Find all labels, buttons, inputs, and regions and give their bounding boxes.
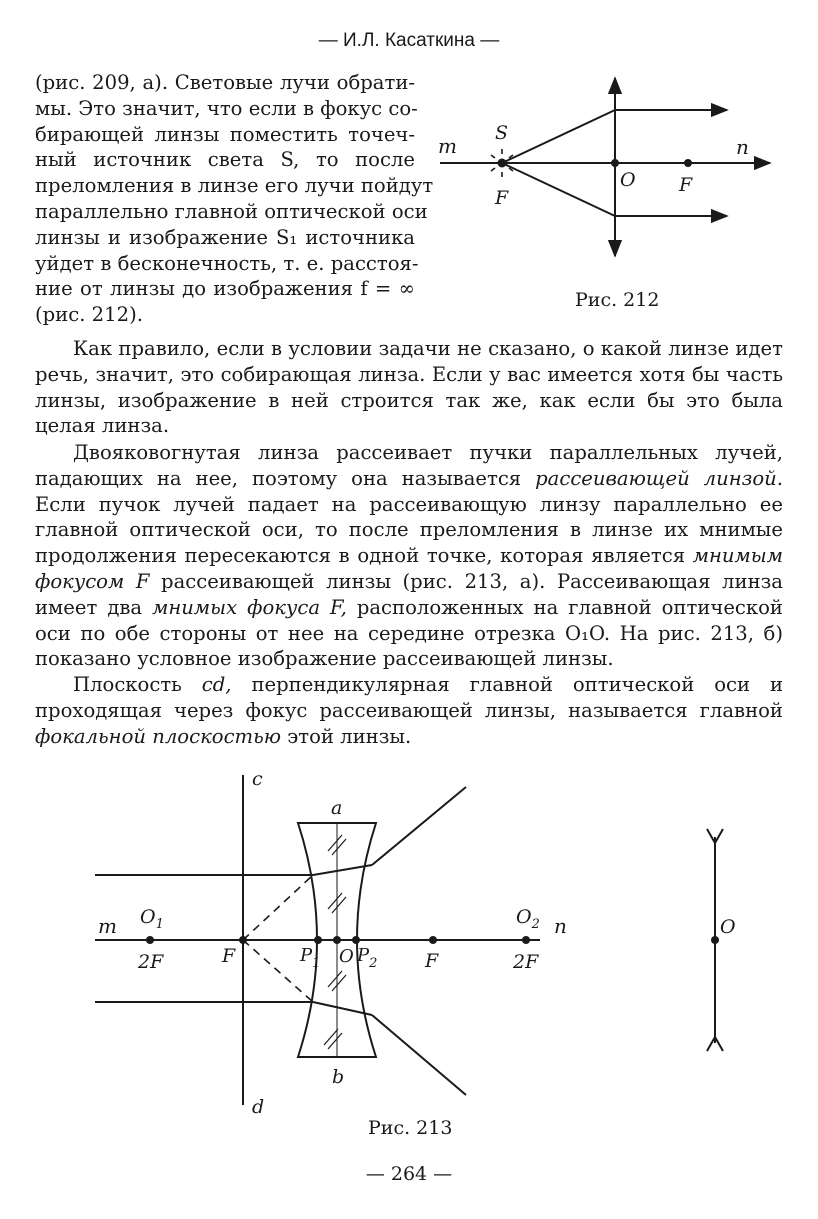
figure-213-caption: Рис. 213 [368,1117,453,1139]
label-2F-right: 2F [513,951,539,973]
label-S: S [495,122,509,144]
label-m: m [98,914,117,938]
paragraph-3-text: перпендикулярная главной оптической оси и проходящая через фокус рассеивающей линзы, называется главной [35,673,784,722]
term-virtual-focus: мнимым фокусом F [35,544,783,593]
intro-line: ние от линзы до изображения f = ∞ [35,277,415,301]
figure-212-caption: Рис. 212 [575,289,660,311]
label-c: c [252,768,263,790]
intro-line: (рис. 212). [35,303,143,327]
figure-213-diagram [80,765,780,1145]
point-P2 [352,936,360,944]
term-diverging-lens: рассеивающей линзой. [535,466,783,490]
label-O1: $O_1$ [140,906,164,932]
term-focal-plane: фокальной плоскостью [35,724,282,748]
term-plane-cd: cd, [201,673,232,696]
paragraph-2-text: рассеивающей линзы (рис. 213, а). Рассеивающая линза имеет два [35,569,783,619]
intro-line: параллельно главной оптической оси [35,199,428,223]
label-O: O [620,169,636,191]
point-O2 [522,936,530,944]
ray-lower [502,163,615,216]
point-O [333,936,341,944]
virtual-extension-upper [243,875,313,940]
paragraph-3 [35,672,783,749]
label-P1: $P_1$ [300,945,321,971]
intro-line: преломления в линзе его лучи пойдут [35,174,434,198]
paragraph-2-text: расположенных на главной оптической оси по обе стороны от нее на середине отрезка O₁O. На рис. 213, б) показано условное изображение рассеивающей линзы. [35,595,783,671]
intro-line: линзы и изображение S₁ источника [35,225,415,249]
intro-line: бирающей линзы поместить точеч- [35,122,415,146]
lens-center-point [611,159,619,167]
page-number: — 264 — [365,1163,453,1185]
label-n: n [554,914,567,938]
label-O-center: O [339,946,354,967]
intro-paragraph [35,70,434,328]
label-a: a [331,797,343,819]
label-O2: $O_2$ [516,906,540,932]
intro-line: уйдет в бесконечность, т. е. расстоя- [35,251,419,275]
label-P2: $P_2$ [357,945,378,971]
label-F-left: F [222,945,236,967]
paragraph-2 [35,440,783,672]
intro-line: ный источник света S, то после [35,148,415,172]
term-virtual-foci: мнимых фокуса F, [152,595,347,619]
point-F-right [429,936,437,944]
refracted-ray-upper [372,787,466,865]
label-n: n [736,135,749,159]
label-O-symbol: O [720,916,736,938]
paragraph-3-text: Плоскость [73,673,202,696]
label-m: m [438,134,457,158]
intro-line: (рис. 209, а). Световые лучи обрати- [35,71,415,94]
label-b: b [332,1066,345,1088]
paragraph-2-text: Двояковогнутая линза рассеивает пучки параллельных лучей, падающих на нее, поэтому она называется [35,441,783,490]
label-F-left: F [495,187,509,209]
refracted-ray-lower [372,1015,466,1095]
paragraph-1: Как правило, если в условии задачи не сказано, о какой линзе идет речь, значит, это собирающая линза. Если у вас имеется хотя бы часть линзы, изображение в ней строится так же, как если бы это была целая линза. [35,337,783,438]
running-header: — И.Л. Касаткина — [318,30,500,51]
label-F-right: F [425,950,439,972]
intro-line: мы. Это значит, что если в фокус со- [35,96,418,120]
focus-point-right [684,159,692,167]
ray-upper [502,110,615,163]
paragraph-3-text: этой линзы. [281,724,412,748]
label-F-right: F [679,174,693,196]
label-d: d [252,1096,265,1118]
point-P1 [314,936,322,944]
paragraph-2-text: Если пучок лучей падает на рассеивающую линзу параллельно ее главной оптической оси, то после преломления в линзе их мнимые продолжения пересекаются в одной точке, которая является [35,492,783,568]
point-F-left [239,936,247,944]
point-O1 [146,936,154,944]
label-2F-left: 2F [138,951,164,973]
